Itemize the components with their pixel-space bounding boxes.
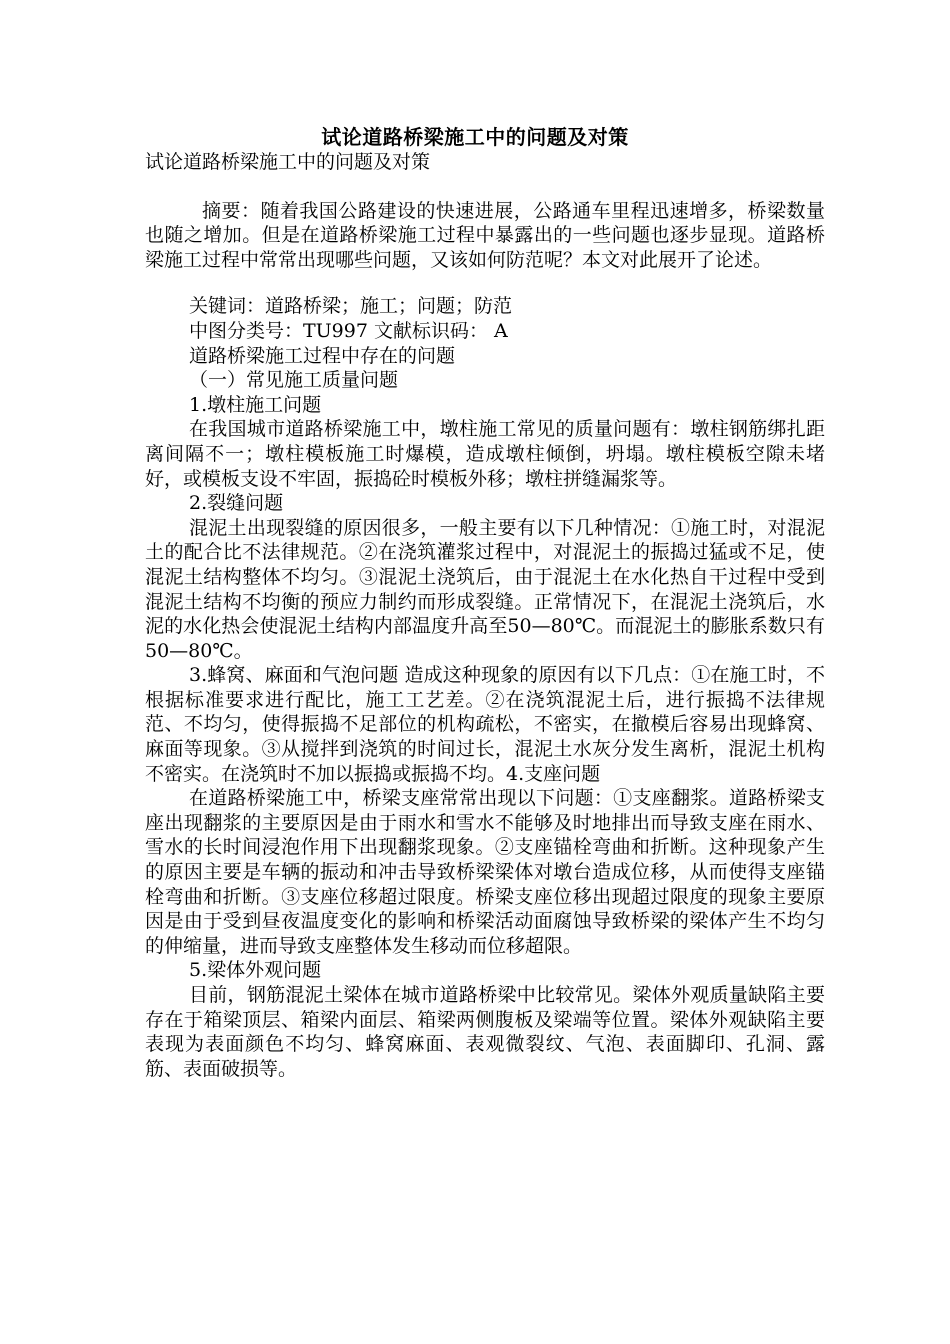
item3-paragraph: 3.蜂窝、麻面和气泡问题 造成这种现象的原因有以下几点：①在施工时，不根据标准要求进行配比，施工工艺差。②在浇筑混泥土后，进行振捣不法律规范、不均匀，使得振捣不足部位的机构疏松，不密实，在撤模后容易出现蜂窝、麻面等现象。③从搅拌到浇筑的时间过长，混泥土水灰分发生离析，混泥土机构不密实。在浇筑时不加以振捣或振捣不均。4.支座问题 xyxy=(145,664,825,785)
abstract-paragraph: 摘要：随着我国公路建设的快速进展，公路通车里程迅速增多，桥梁数量也随之增加。但是在道路桥梁施工过程中暴露出的一些问题也逐步显现。道路桥梁施工过程中常常出现哪些问题，又该如何防范呢？本文对此展开了论述。 xyxy=(145,199,825,271)
document-title: 试论道路桥梁施工中的问题及对策 xyxy=(321,125,629,149)
item1-paragraph: 在我国城市道路桥梁施工中，墩柱施工常见的质量问题有：墩柱钢筋绑扎距离间隔不一；墩柱模板施工时爆模，造成墩柱倾倒，坍塌。墩柱模板空隙未堵好，或模板支设不牢固，振捣砼时模板外移；墩柱拼缝漏浆等。 xyxy=(145,418,825,490)
item4-paragraph: 在道路桥梁施工中，桥梁支座常常出现以下问题：①支座翻浆。道路桥梁支座出现翻浆的主要原因是由于雨水和雪水不能够及时地排出而导致支座在雨水、雪水的长时间浸泡作用下出现翻浆现象。②支座锚栓弯曲和折断。这种现象产生的原因主要是车辆的振动和冲击导致桥梁梁体对墩台造成位移，从而使得支座锚栓弯曲和折断。③支座位移超过限度。桥梁支座位移出现超过限度的现象主要原因是由于受到昼夜温度变化的影响和桥梁活动面腐蚀导致桥梁的梁体产生不均匀的伸缩量，进而导致支座整体发生移动而位移超限。 xyxy=(145,787,825,957)
item5-heading: 5.梁体外观问题 xyxy=(189,959,322,982)
section-heading: 道路桥梁施工过程中存在的问题 xyxy=(189,344,456,367)
document-body xyxy=(145,150,825,1081)
document-subtitle: 试论道路桥梁施工中的问题及对策 xyxy=(145,151,431,173)
classification-line: 中图分类号：TU997 文献标识码： A xyxy=(189,319,508,342)
subsection-heading: （一）常见施工质量问题 xyxy=(189,369,399,392)
item5-paragraph: 目前，钢筋混泥土梁体在城市道路桥梁中比较常见。梁体外观质量缺陷主要存在于箱梁顶层、箱梁内面层、箱梁两侧腹板及梁端等位置。梁体外观缺陷主要表现为表面颜色不均匀、蜂窝麻面、表观微裂纹、气泡、表面脚印、孔洞、露筋、表面破损等。 xyxy=(145,984,825,1080)
item1-heading: 1.墩柱施工问题 xyxy=(189,393,322,416)
item2-heading: 2.裂缝问题 xyxy=(189,492,284,515)
keywords-line: 关键词：道路桥梁；施工；问题；防范 xyxy=(189,295,513,318)
item2-paragraph: 混泥土出现裂缝的原因很多，一般主要有以下几种情况：①施工时，对混泥土的配合比不法律规范。②在浇筑灌浆过程中，对混泥土的振捣过猛或不足，使混泥土结构整体不均匀。③混泥土浇筑后，由于混泥土在水化热自干过程中受到混泥土结构不均衡的预应力制约而形成裂缝。正常情况下，在混泥土浇筑后，水泥的水化热会使混泥土结构内部温度升高至50—80℃。而混泥土的膨胀系数只有50—80℃。 xyxy=(145,516,825,662)
